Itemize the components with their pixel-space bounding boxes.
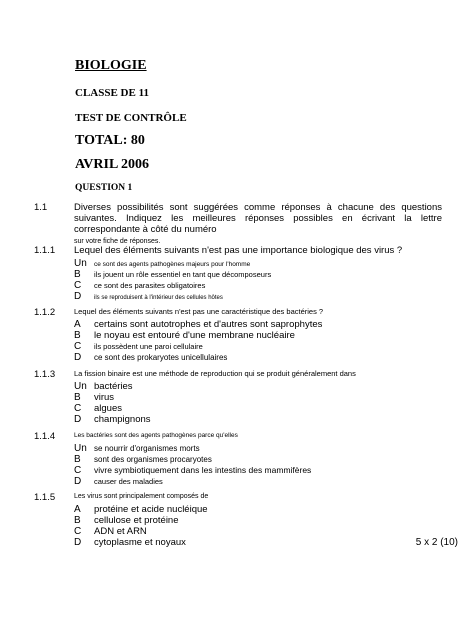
question-heading: QUESTION 1 bbox=[75, 183, 133, 193]
option bbox=[74, 341, 442, 352]
option bbox=[74, 392, 442, 403]
test-label: TEST DE CONTRÔLE bbox=[75, 112, 187, 124]
intro-text bbox=[74, 202, 442, 247]
option bbox=[74, 330, 442, 341]
question-stem: La fission binaire est une méthode de reproduction qui se produit généralement dans bbox=[74, 369, 356, 378]
option-text: vivre symbiotiquement dans les intestins des mammifères bbox=[94, 465, 312, 475]
option bbox=[74, 258, 442, 269]
option-letter: B bbox=[74, 515, 81, 526]
total-label: TOTAL: 80 bbox=[75, 133, 145, 148]
option-letter: Un bbox=[74, 443, 87, 454]
option-letter: A bbox=[74, 504, 81, 515]
option bbox=[74, 515, 442, 526]
question-number: 1.1.2 bbox=[34, 307, 56, 318]
option bbox=[74, 465, 442, 476]
option-letter: D bbox=[74, 352, 82, 363]
intro-line-2: sur votre fiche de réponses. bbox=[74, 238, 161, 245]
option bbox=[74, 291, 442, 302]
class-label: CLASSE DE 11 bbox=[75, 87, 149, 99]
option-text: protéine et acide nucléique bbox=[94, 504, 208, 515]
option bbox=[74, 269, 442, 280]
option-letter: D bbox=[74, 414, 82, 425]
option bbox=[74, 352, 442, 363]
subject-title: BIOLOGIE bbox=[75, 58, 147, 73]
option-letter: Un bbox=[74, 258, 87, 269]
option-text: ils possèdent une paroi cellulaire bbox=[94, 342, 203, 351]
option bbox=[74, 403, 442, 414]
option-letter: C bbox=[74, 280, 82, 291]
option bbox=[74, 319, 442, 330]
option bbox=[74, 414, 442, 425]
question-stem: Lequel des éléments suivants n'est pas une importance biologique des virus ? bbox=[74, 245, 403, 256]
intro-number: 1.1 bbox=[34, 202, 48, 213]
question-stem: Les bactéries sont des agents pathogènes parce qu'elles bbox=[74, 432, 238, 439]
option-text: le noyau est entouré d'une membrane nucléaire bbox=[94, 330, 295, 341]
question-block bbox=[34, 245, 442, 302]
option-letter: Un bbox=[74, 381, 87, 392]
option-text: algues bbox=[94, 403, 122, 414]
option bbox=[74, 476, 442, 487]
intro-block bbox=[34, 202, 442, 247]
option-letter: C bbox=[74, 526, 82, 537]
option-text: ce sont des parasites obligatoires bbox=[94, 281, 206, 290]
option-text: bactéries bbox=[94, 381, 133, 392]
option-text: cellulose et protéine bbox=[94, 515, 179, 526]
option bbox=[74, 537, 458, 548]
option-letter: D bbox=[74, 476, 82, 487]
question-block bbox=[34, 307, 442, 363]
option-text: ce sont des agents pathogènes majeurs pour l'homme bbox=[94, 261, 251, 268]
question-number: 1.1.3 bbox=[34, 369, 56, 380]
option bbox=[74, 381, 442, 392]
option-text: certains sont autotrophes et d'autres sont saprophytes bbox=[94, 319, 323, 330]
intro-line-1: Diverses possibilités sont suggérées comme réponses à chacune des questions suivantes. Indiquez les meilleures réponses possibles en écrivant la lettre correspondante à côté du numéro bbox=[74, 202, 442, 235]
option bbox=[74, 504, 442, 515]
option-letter: B bbox=[74, 269, 81, 280]
option bbox=[74, 443, 442, 454]
option-text: ils jouent un rôle essentiel en tant que décomposeurs bbox=[94, 270, 272, 279]
question-stem: Les virus sont principalement composés de bbox=[74, 493, 209, 500]
option bbox=[74, 280, 442, 291]
option-letter: B bbox=[74, 392, 81, 403]
option-letter: D bbox=[74, 537, 82, 548]
option-text: ils se reproduisent à l'intérieur des cellules hôtes bbox=[94, 295, 223, 301]
option-letter: B bbox=[74, 454, 81, 465]
option-text: champignons bbox=[94, 414, 151, 425]
option-text: causer des maladies bbox=[94, 477, 163, 486]
document-header bbox=[75, 58, 187, 193]
option bbox=[74, 454, 442, 465]
date-label: AVRIL 2006 bbox=[75, 157, 150, 172]
option-text: ce sont des prokaryotes unicellulaires bbox=[94, 353, 228, 362]
option-letter: C bbox=[74, 403, 82, 414]
option-letter: C bbox=[74, 465, 82, 476]
question-block bbox=[34, 431, 442, 487]
option-text: sont des organismes procaryotes bbox=[94, 455, 212, 464]
question-number: 1.1.1 bbox=[34, 245, 56, 256]
question-stem: Lequel des éléments suivants n'est pas une caractéristique des bactéries ? bbox=[74, 307, 324, 316]
option-letter: C bbox=[74, 341, 82, 352]
option-letter: B bbox=[74, 330, 81, 341]
option-text: ADN et ARN bbox=[94, 526, 147, 537]
option bbox=[74, 526, 442, 537]
option-letter: A bbox=[74, 319, 81, 330]
question-block bbox=[34, 369, 442, 425]
option-text: cytoplasme et noyaux bbox=[94, 537, 186, 548]
question-number: 1.1.4 bbox=[34, 431, 56, 442]
question-number: 1.1.5 bbox=[34, 492, 56, 503]
marks-label: 5 x 2 (10) bbox=[415, 537, 458, 548]
question-block bbox=[34, 492, 458, 548]
option-text: virus bbox=[94, 392, 115, 403]
option-letter: D bbox=[74, 291, 82, 302]
option-text: se nourrir d'organismes morts bbox=[94, 444, 200, 453]
